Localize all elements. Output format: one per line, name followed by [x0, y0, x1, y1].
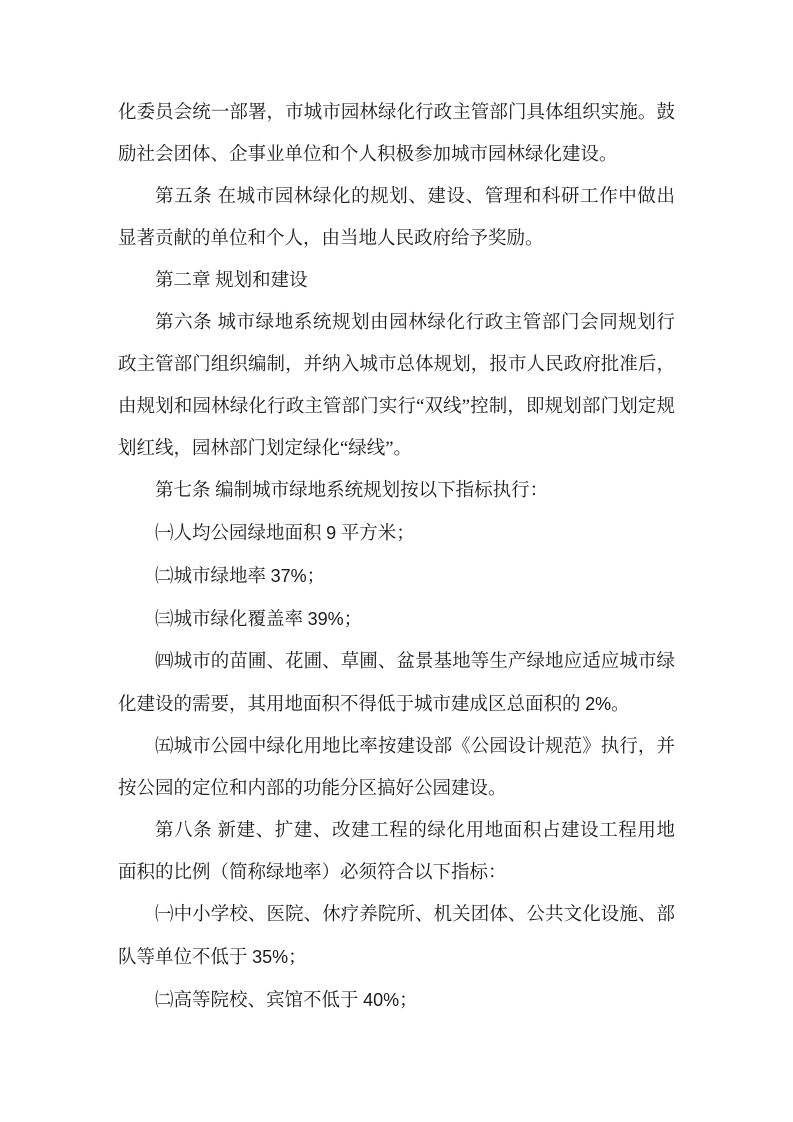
numeric-value: 9: [326, 523, 337, 543]
paragraph-article-8-item-2: ㈡高等院校、宾馆不低于 40%；: [155, 990, 418, 1011]
chapter-2-heading: 第二章 规划和建设: [155, 271, 308, 291]
paragraph-article-5: 第五条 在城市园林绿化的规划、建设、管理和科研工作中做出显著贡献的单位和个人，由当地人民政府给予奖励。: [118, 187, 675, 249]
paragraph-article-8-item-1: ㈠中小学校、医院、休疗养院所、机关团体、公共文化设施、部队等单位不低于 35%；: [118, 905, 675, 968]
numeric-value: 40%: [363, 990, 400, 1010]
paragraph-article-8: 第八条 新建、扩建、改建工程的绿化用地面积占建设工程用地面积的比例（简称绿地率）必须符合以下指标：: [118, 821, 675, 883]
paragraph-article-7: 第七条 编制城市绿地系统规划按以下指标执行：: [155, 481, 549, 501]
paragraph-article-7-item-1: ㈠人均公园绿地面积 9 平方米；: [155, 523, 415, 544]
paragraph-article-7-item-5: ㈤城市公园中绿化用地比率按建设部《公园设计规范》执行，并按公园的定位和内部的功能分区搞好公园建设。: [118, 737, 675, 799]
numeric-value: 35%: [252, 947, 289, 967]
document-body: [118, 92, 675, 1022]
numeric-value: 37%: [270, 566, 307, 586]
paragraph-continuation: 化委员会统一部署，市城市园林绿化行政主管部门具体组织实施。鼓励社会团体、企事业单位和个人积极参加城市园林绿化建设。: [118, 103, 675, 165]
paragraph-article-7-item-3: ㈢城市绿化覆盖率 39%；: [155, 609, 363, 630]
paragraph-article-7-item-2: ㈡城市绿地率 37%；: [155, 566, 326, 587]
numeric-value: 39%: [307, 609, 344, 629]
numeric-value: 2%: [585, 694, 612, 714]
paragraph-article-7-item-4: ㈣城市的苗圃、花圃、草圃、盆景基地等生产绿地应适应城市绿化建设的需要，其用地面积不得低于城市建成区总面积的 2%。: [118, 652, 675, 715]
paragraph-article-6: 第六条 城市绿地系统规划由园林绿化行政主管部门会同规划行政主管部门组织编制，并纳入城市总体规划，报市人民政府批准后，由规划和园林绿化行政主管部门实行“双线”控制，即规划部门划定规划红线，园林部门划定绿化“绿线”。: [118, 313, 675, 459]
